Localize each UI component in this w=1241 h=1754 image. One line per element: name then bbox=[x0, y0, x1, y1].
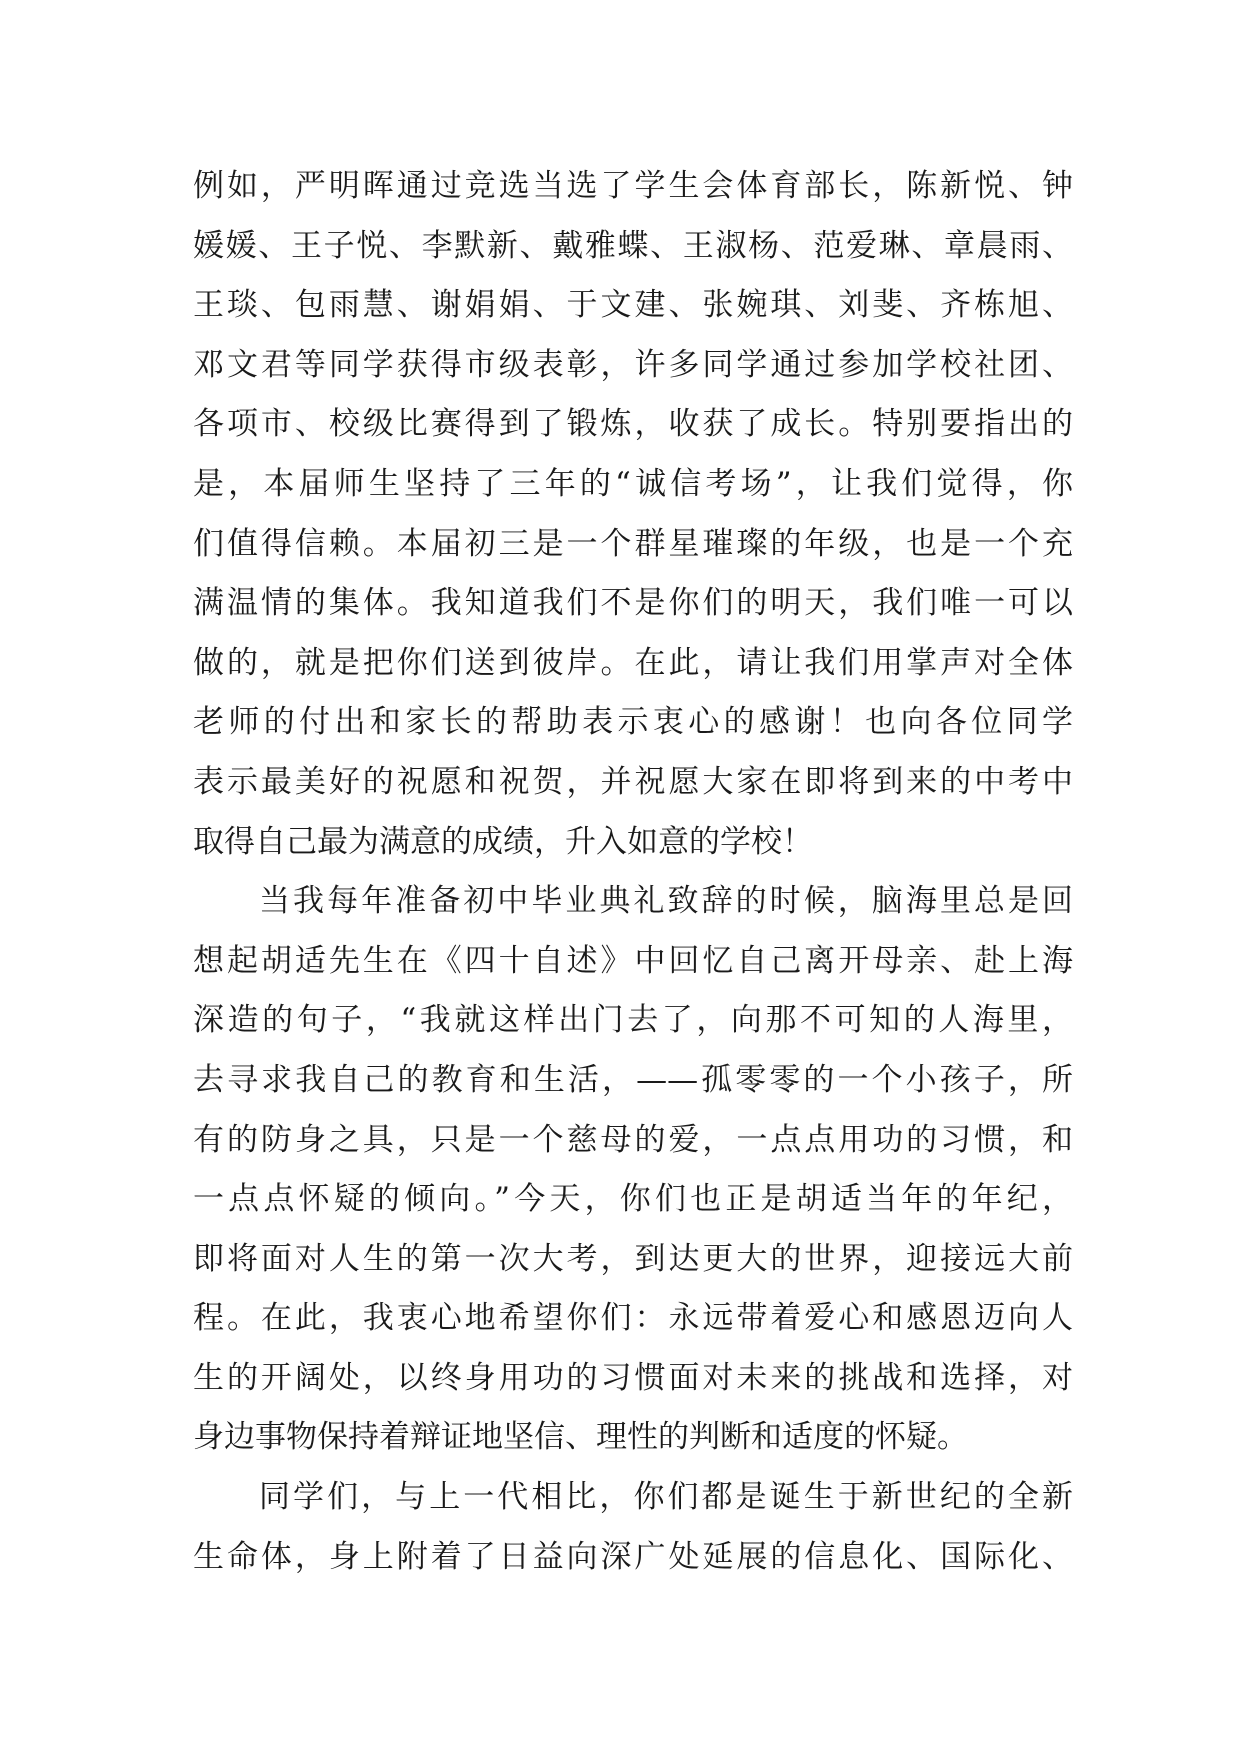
text-line: 老师的付出和家长的帮助表示衷心的感谢！也向各位同学 bbox=[193, 704, 1073, 741]
text-line: 去寻求我自己的教育和生活，——孤零零的一个小孩子，所 bbox=[193, 1061, 1073, 1098]
paragraph-first-line: 同学们，与上一代相比，你们都是诞生于新世纪的全新 bbox=[259, 1479, 1073, 1516]
text-line: 是，本届师生坚持了三年的“诚信考场”，让我们觉得，你 bbox=[193, 465, 1073, 502]
paragraph-end-line: 身边事物保持着辩证地坚信、理性的判断和适度的怀疑。 bbox=[193, 1419, 968, 1456]
text-line: 媛媛、王子悦、李默新、戴雅蝶、王淑杨、范爱琳、章晨雨、 bbox=[193, 227, 1073, 264]
text-line: 例如，严明晖通过竞选当选了学生会体育部长，陈新悦、钟 bbox=[193, 168, 1073, 204]
text-line: 有的防身之具，只是一个慈母的爱，一点点用功的习惯，和 bbox=[193, 1121, 1073, 1158]
text-line: 想起胡适先生在《四十自述》中回忆自己离开母亲、赴上海 bbox=[193, 942, 1073, 979]
text-line: 一点点怀疑的倾向。”今天，你们也正是胡适当年的年纪， bbox=[193, 1181, 1073, 1218]
text-line: 即将面对人生的第一次大考，到达更大的世界，迎接远大前 bbox=[193, 1240, 1073, 1277]
paragraph-end-line: 取得自己最为满意的成绩，升入如意的学校！ bbox=[193, 823, 813, 860]
text-line: 表示最美好的祝愿和祝贺，并祝愿大家在即将到来的中考中 bbox=[193, 763, 1073, 800]
text-line: 们值得信赖。本届初三是一个群星璀璨的年级，也是一个充 bbox=[193, 525, 1073, 562]
text-line: 王琰、包雨慧、谢娟娟、于文建、张婉琪、刘斐、齐栋旭、 bbox=[193, 287, 1073, 324]
text-line: 满温情的集体。我知道我们不是你们的明天，我们唯一可以 bbox=[193, 585, 1073, 622]
text-line: 做的，就是把你们送到彼岸。在此，请让我们用掌声对全体 bbox=[193, 644, 1073, 681]
text-line: 各项市、校级比赛得到了锻炼，收获了成长。特别要指出的 bbox=[193, 406, 1073, 443]
body-text bbox=[193, 157, 1073, 1587]
text-line: 生的开阔处，以终身用功的习惯面对未来的挑战和选择，对 bbox=[193, 1359, 1073, 1396]
text-line: 生命体，身上附着了日益向深广处延展的信息化、国际化、 bbox=[193, 1538, 1073, 1575]
text-line: 邓文君等同学获得市级表彰，许多同学通过参加学校社团、 bbox=[193, 346, 1073, 383]
text-line: 程。在此，我衷心地希望你们：永远带着爱心和感恩迈向人 bbox=[193, 1300, 1073, 1337]
paragraph-first-line: 当我每年准备初中毕业典礼致辞的时候，脑海里总是回 bbox=[259, 883, 1073, 920]
text-line: 深造的句子，“我就这样出门去了，向那不可知的人海里， bbox=[193, 1002, 1073, 1039]
